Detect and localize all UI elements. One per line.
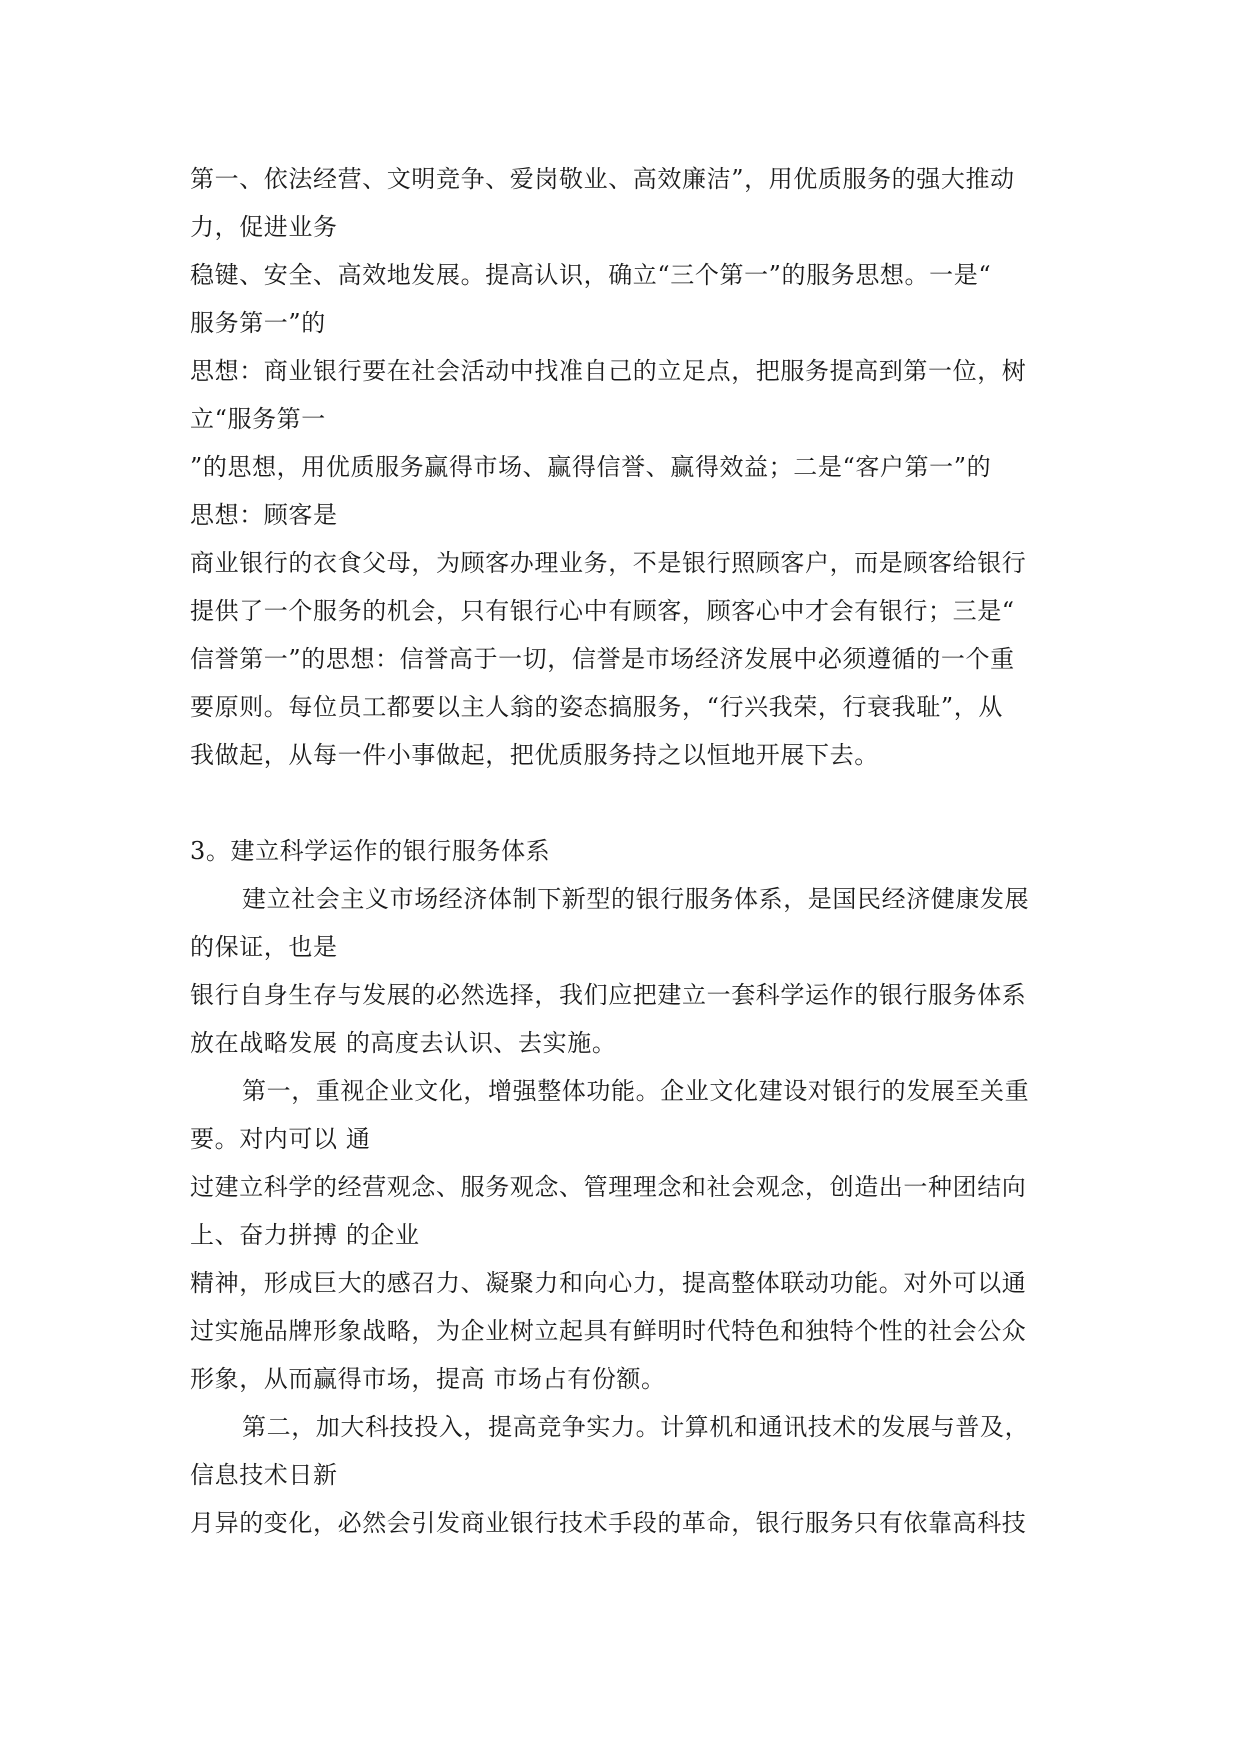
section-heading: 3。建立科学运作的银行服务体系 [190,837,551,865]
text-line: 提供了一个服务的机会，只有银行心中有顾客，顾客心中才会有银行；三是“ [190,597,1015,625]
document-page [190,155,1050,1547]
paragraph-gap [190,779,1050,827]
text-line: 信息技术日新 [190,1461,338,1489]
text-line: 月异的变化，必然会引发商业银行技术手段的革命，银行服务只有依靠高科技 [190,1509,1027,1537]
text-line: 形象，从而赢得市场，提高 市场占有份额。 [190,1365,666,1393]
text-line: 的保证，也是 [190,933,338,961]
text-line: 服务第一”的 [190,309,326,337]
text-line: 银行自身生存与发展的必然选择，我们应把建立一套科学运作的银行服务体系 [190,981,1027,1009]
text-line: 精神，形成巨大的感召力、凝聚力和向心力，提高整体联动功能。对外可以通 [190,1269,1027,1297]
text-line: 放在战略发展 的高度去认识、去实施。 [190,1029,617,1057]
text-line: 上、奋力拼搏 的企业 [190,1221,420,1249]
text-line: 第一，重视企业文化，增强整体功能。企业文化建设对银行的发展至关重 [242,1077,1030,1105]
text-line: 过实施品牌形象战略，为企业树立起具有鲜明时代特色和独特个性的社会公众 [190,1317,1027,1345]
text-line: 第二，加大科技投入，提高竞争实力。计算机和通讯技术的发展与普及， [242,1413,1030,1441]
text-line: 建立社会主义市场经济体制下新型的银行服务体系，是国民经济健康发展 [242,885,1030,913]
text-line: 立“服务第一 [190,405,326,433]
text-line: ”的思想，用优质服务赢得市场、赢得信誉、赢得效益；二是“客户第一”的 [190,453,992,481]
text-line: 思想：商业银行要在社会活动中找准自己的立足点，把服务提高到第一位，树 [190,357,1027,385]
text-line: 第一、依法经营、文明竞争、爱岗敬业、高效廉洁”，用优质服务的强大推动 [190,165,1015,193]
text-line: 稳键、安全、高效地发展。提高认识，确立“三个第一”的服务思想。一是“ [190,261,992,289]
text-line: 要。对内可以 通 [190,1125,371,1153]
text-line: 我做起，从每一件小事做起，把优质服务持之以恒地开展下去。 [190,741,879,769]
text-line: 要原则。每位员工都要以主人翁的姿态搞服务，“行兴我荣，行衰我耻”，从 [190,693,1003,721]
text-line: 信誉第一”的思想：信誉高于一切，信誉是市场经济发展中必须遵循的一个重 [190,645,1015,673]
text-line: 力，促进业务 [190,213,338,241]
text-line: 过建立科学的经营观念、服务观念、管理理念和社会观念，创造出一种团结向 [190,1173,1027,1201]
text-line: 思想：顾客是 [190,501,338,529]
text-line: 商业银行的衣食父母，为顾客办理业务，不是银行照顾客户，而是顾客给银行 [190,549,1027,577]
